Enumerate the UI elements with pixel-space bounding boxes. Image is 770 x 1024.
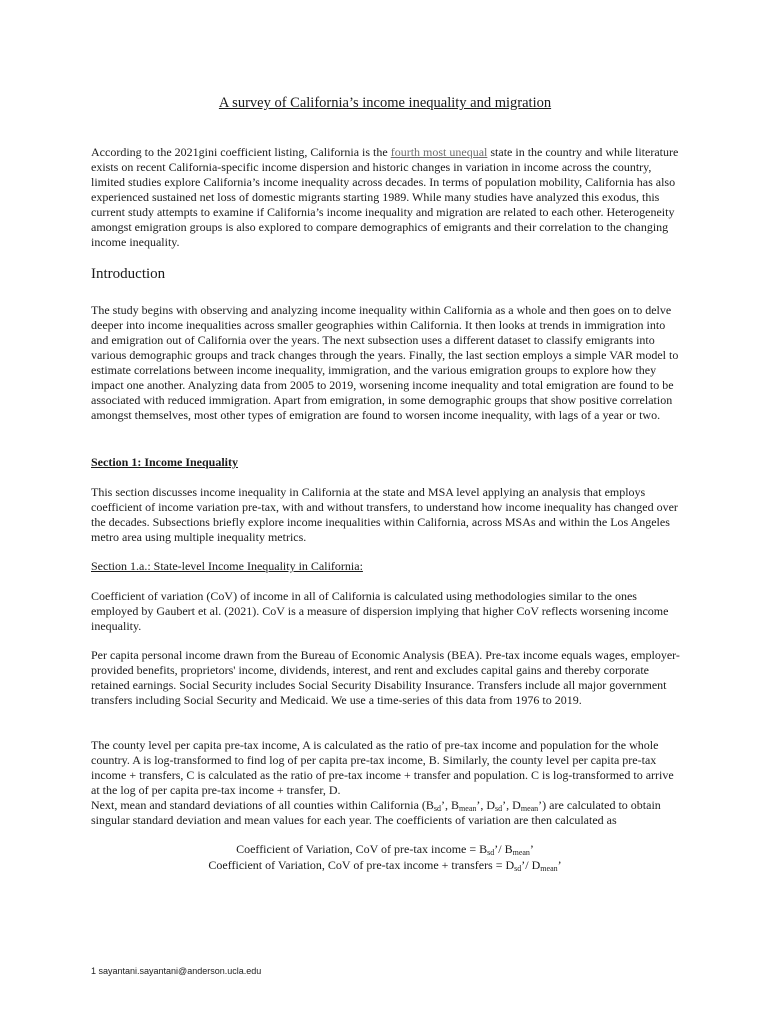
- equation-transfers-prime: ’: [557, 858, 562, 872]
- mean-sd-text-d: ’, D: [502, 798, 521, 812]
- equation-pretax-text: Coefficient of Variation, CoV of pre-tax income = B: [236, 842, 488, 856]
- sd-subscript: sd: [433, 804, 442, 813]
- fourth-most-unequal-link[interactable]: fourth most unequal: [390, 145, 488, 159]
- equation-transfers-divide: ’/ D: [521, 858, 541, 872]
- mean-sd-text-c: ’, D: [476, 798, 496, 812]
- section1-paragraph: This section discusses income inequality in California at the state and MSA level applying an analysis that employs coefficient of income variation pre-tax, with and without transfers, to understand how income inequality has changed over the decades. Subsections briefly explore income inequalities within California, across MSAs and within the Los Angeles metro area using multiple inequality metrics.: [91, 485, 678, 544]
- mean-sd-text-b: ’, B: [441, 798, 460, 812]
- mean-subscript: mean: [459, 804, 477, 813]
- equation-transfers-text: Coefficient of Variation, CoV of pre-tax income + transfers = D: [208, 858, 515, 872]
- mean-sd-text-a: Next, mean and standard deviations of all counties within California (B: [91, 798, 434, 812]
- equation-pretax-prime: ’: [529, 842, 534, 856]
- introduction-paragraph: The study begins with observing and analyzing income inequality within California as a whole and then goes on to delve deeper into income inequalities across smaller geographies within California. It then looks at trends in immigration into and emigration out of California over the years. The next subsection uses a different dataset to classify emigrants into various demographic groups and track changes through the years. Finally, the last section employs a simple VAR model to estimate correlations between income inequality, immigration, and the various emigration groups to explore how they impact one another. Analyzing data from 2005 to 2019, worsening income inequality and total emigration are found to be associated with reduced immigration. Apart from emigration, in some demographic groups that show positive correlation amongst themselves, most other types of emigration are found to worsen income inequality, with lags of a year or two.: [91, 303, 679, 422]
- abstract-paragraph: [91, 145, 681, 250]
- section1a-heading: Section 1.a.: State-level Income Inequality in California:: [91, 559, 363, 573]
- sd-subscript: sd: [495, 804, 503, 813]
- cov-paragraph: Coefficient of variation (CoV) of income in all of California is calculated using methodologies similar to the ones employed by Gaubert et al. (2021). CoV is a measure of dispersion implying that higher CoV reflects worsening income inequality.: [91, 589, 669, 633]
- equation-pretax-divide: ’/ B: [494, 842, 513, 856]
- bea-paragraph: Per capita personal income drawn from the Bureau of Economic Analysis (BEA). Pre-tax income equals wages, employer-provided benefits, proprietors' income, dividends, interest, and rent and excludes capital gains and thereby corporate retained earnings. Social Security includes Social Security Disability Insurance. Transfers include all major government transfers including Social Security and Medicaid. We use a time-series of this data from 1976 to 2019.: [91, 648, 680, 707]
- paper-title: A survey of California’s income inequality and migration: [218, 95, 552, 111]
- sd-subscript: sd: [514, 864, 522, 873]
- introduction-heading: Introduction: [91, 266, 166, 282]
- footnote: 1 sayantani.sayantani@anderson.ucla.edu: [91, 966, 262, 976]
- mean-sd-text-e: ’) are calculated to obtain singular standard deviation and mean values for each year. The coefficients of variation are then calculated as: [91, 798, 661, 827]
- equation-transfers: [0, 858, 770, 873]
- section1-heading: Section 1: Income Inequality: [91, 455, 238, 469]
- abstract-text-end: state in the country and while literature exists on recent California-specific income dispersion and historic changes in variation in income across the country, limited studies explore California’s income inequality across decades. In terms of population mobility, California has also experienced sustained net loss of domestic migrants starting 1989. While many studies have analyzed this exodus, this current study attempts to examine if California’s income inequality and migration are related to each other. Heterogeneity amongst emigration groups is also explored to compare demographics of emigrants and their correlation to the changing income inequality.: [91, 145, 679, 249]
- abstract-text-start: According to the 2021gini coefficient listing, California is the: [91, 145, 391, 159]
- county-income-text: The county level per capita pre-tax income, A is calculated as the ratio of pre-tax income and population for the whole country. A is log-transformed to find log of per capita pre-tax income, B. Similarly, the county level per capita pre-tax income + transfers, C is calculated as the ratio of pre-tax income + transfer and population. C is log-transformed to arrive at the log of per capita pre-tax income + transfer, D.: [91, 738, 674, 797]
- mean-subscript: mean: [512, 848, 530, 857]
- equation-pretax: [0, 842, 770, 857]
- county-income-paragraph: [91, 738, 681, 828]
- mean-subscript: mean: [540, 864, 558, 873]
- sd-subscript: sd: [487, 848, 495, 857]
- mean-subscript: mean: [520, 804, 539, 813]
